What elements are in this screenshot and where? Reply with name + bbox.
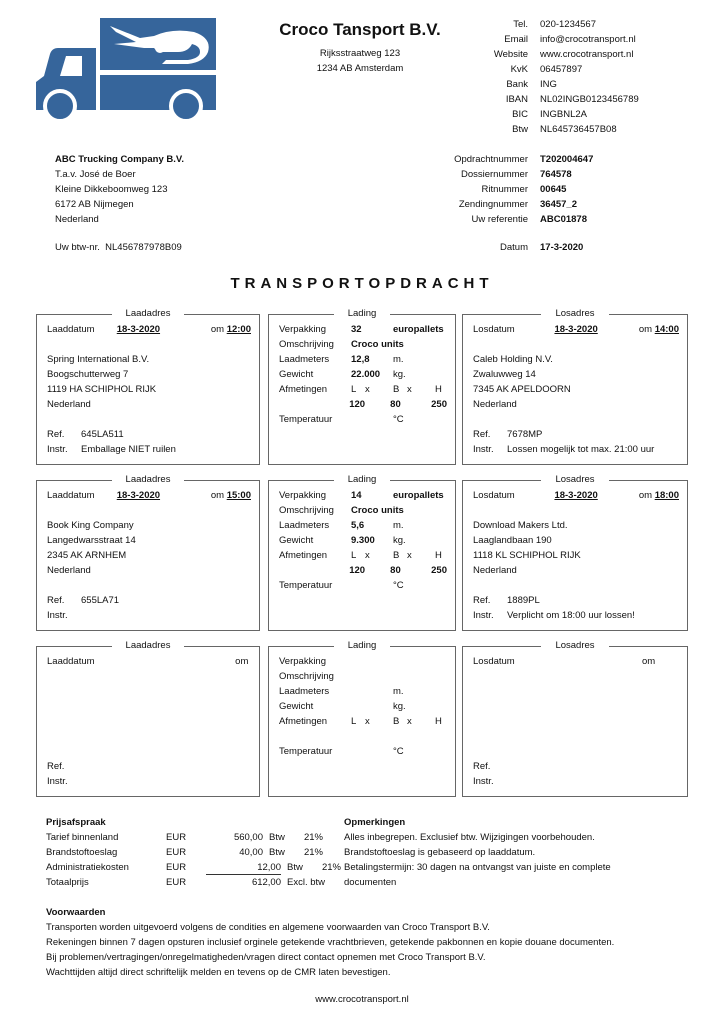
ref-label: Ref. — [473, 429, 491, 440]
price-amount: 560,00 — [233, 832, 263, 843]
remark-line: documenten — [344, 877, 397, 888]
condition-line: Rekeningen binnen 7 dagen opsturen inclusief orginele getekende vrachtbrieven, getekende pakbonnen en kopie douane documenten. — [46, 937, 615, 948]
cargo-box — [268, 474, 456, 631]
dim-h-label: H — [435, 384, 442, 395]
ref-label: Ref. — [47, 429, 65, 440]
instr-label: Instr. — [473, 776, 494, 787]
cargo-description: Croco units — [351, 339, 404, 350]
company-address-line1: Rijksstraatweg 123 — [319, 48, 401, 59]
dim-x: x — [407, 716, 412, 727]
contact-row-iban — [470, 92, 639, 107]
ref-value: 00645 — [540, 184, 567, 195]
contact-value: 020-1234567 — [540, 19, 596, 30]
unload-city: 7345 AK APELDOORN — [473, 384, 571, 395]
ref-row-ritnummer — [430, 182, 593, 197]
box-legend: Lading — [334, 474, 391, 485]
unload-city — [473, 714, 679, 729]
weight-label: Gewicht — [279, 701, 314, 712]
time-label: om — [210, 324, 225, 335]
unit-m: m. — [393, 520, 404, 531]
pricing-section — [46, 815, 341, 890]
load-street — [47, 699, 251, 714]
company-logo-truck-icon — [36, 18, 216, 120]
description-label: Omschrijving — [279, 671, 334, 682]
price-label: Brandstoftoeslag — [46, 847, 118, 858]
ref-value: T202004647 — [540, 154, 594, 165]
load-date-label: Laaddatum — [47, 324, 95, 335]
recipient-address — [55, 152, 184, 227]
load-date-label: Laaddatum — [47, 490, 95, 501]
contact-row-website — [470, 47, 639, 62]
loading-meters-label: Laadmeters — [279, 686, 330, 697]
contact-row-email — [470, 32, 639, 47]
remark-line: Brandstoftoeslag is gebaseerd op laaddatum. — [344, 847, 536, 858]
unload-country: Nederland — [473, 399, 517, 410]
date-value: 17-3-2020 — [540, 242, 584, 253]
ref-row-opdrachtnummer — [430, 152, 593, 167]
vat-label: Uw btw-nr. — [55, 242, 100, 253]
packaging-type: europallets — [393, 490, 444, 501]
unload-name: Download Makers Ltd. — [473, 520, 568, 531]
unload-date: 18-3-2020 — [554, 490, 598, 501]
packaging-qty: 14 — [351, 490, 362, 501]
recipient-name: ABC Trucking Company B.V. — [55, 154, 184, 165]
load-country — [47, 729, 251, 744]
unit-celsius: °C — [393, 746, 404, 757]
price-currency: EUR — [166, 847, 187, 858]
unload-country: Nederland — [473, 565, 517, 576]
contact-label: Bank — [506, 79, 528, 90]
ref-value: ABC01878 — [540, 214, 587, 225]
packaging-type: europallets — [393, 324, 444, 335]
remarks-section — [344, 815, 674, 890]
loading-meters-label: Laadmeters — [279, 520, 330, 531]
packaging-qty: 32 — [351, 324, 362, 335]
dim-l-label: L — [351, 550, 357, 561]
box-legend: Laadadres — [112, 474, 185, 485]
ref-value: 764578 — [540, 169, 572, 180]
company-address — [260, 46, 460, 76]
ref-label: Ref. — [473, 595, 491, 606]
time-label: om — [235, 656, 249, 667]
packaging-label: Verpakking — [279, 656, 327, 667]
dim-h-label: H — [435, 716, 442, 727]
total-note: Excl. btw — [287, 877, 326, 888]
dim-l-label: L — [351, 716, 357, 727]
dim-length: 120 — [349, 565, 366, 576]
price-amount: 40,00 — [239, 847, 263, 858]
document-title: TRANSPORTOPDRACHT — [230, 275, 494, 292]
ref-label: Opdrachtnummer — [454, 154, 528, 165]
temperature-label: Temperatuur — [279, 580, 333, 591]
weight-label: Gewicht — [279, 535, 314, 546]
contact-value: NL645736457B08 — [540, 124, 617, 135]
instr-label: Instr. — [47, 610, 68, 621]
contact-label: Email — [504, 34, 528, 45]
load-city: 1119 HA SCHIPHOL RIJK — [47, 384, 157, 395]
dimensions-label: Afmetingen — [279, 716, 328, 727]
packaging-label: Verpakking — [279, 490, 327, 501]
company-address-line2: 1234 AB Amsterdam — [316, 63, 404, 74]
ref-label: Ref. — [47, 761, 65, 772]
dim-width: 80 — [390, 399, 401, 410]
load-address-box — [36, 308, 260, 465]
box-legend: Lading — [334, 308, 391, 319]
temperature-label: Temperatuur — [279, 414, 333, 425]
box-legend: Lading — [334, 640, 391, 651]
box-legend: Losadres — [541, 640, 608, 651]
condition-line: Bij problemen/vertragingen/onregelmatigheden/vragen direct contact opnemen met Croco Transport B.V. — [46, 952, 486, 963]
load-time: 12:00 — [226, 324, 251, 335]
unload-country — [473, 729, 679, 744]
loading-meters — [351, 684, 393, 699]
contact-value: NL02INGB0123456789 — [540, 94, 639, 105]
time-label: om — [642, 656, 656, 667]
ref-label: Uw referentie — [471, 214, 528, 225]
recipient-vat — [55, 242, 182, 253]
box-legend: Losadres — [541, 474, 608, 485]
price-currency: EUR — [166, 862, 187, 873]
load-date: 18-3-2020 — [116, 490, 161, 501]
total-amount: 612,00 — [251, 877, 281, 888]
time-label: om — [210, 490, 225, 501]
contact-row-bic — [470, 107, 639, 122]
unit-kg: kg. — [393, 369, 406, 380]
unload-time: 14:00 — [654, 324, 679, 335]
load-name — [47, 684, 251, 699]
load-time: 15:00 — [226, 490, 251, 501]
time-label: om — [638, 324, 653, 335]
dim-x: x — [365, 384, 370, 395]
unload-date: 18-3-2020 — [554, 324, 598, 335]
contact-value: ING — [540, 79, 557, 90]
instr-label: Instr. — [473, 444, 494, 455]
load-city — [47, 714, 251, 729]
load-address-box — [36, 474, 260, 631]
contact-row-btw — [470, 122, 639, 137]
dim-x: x — [407, 550, 412, 561]
ref-label: Ritnummer — [481, 184, 528, 195]
total-label: Totaalprijs — [46, 877, 89, 888]
dim-b-label: B — [393, 550, 400, 561]
document-date — [430, 242, 583, 253]
company-name: Croco Tansport B.V. — [279, 20, 441, 39]
unit-m: m. — [393, 686, 404, 697]
condition-line: Wachttijden altijd direct schriftelijk melden en tevens op de CMR laten bevestigen. — [46, 967, 391, 978]
dim-b-label: B — [393, 384, 400, 395]
description-label: Omschrijving — [279, 505, 334, 516]
load-instr: Emballage NIET ruilen — [81, 444, 176, 455]
unit-kg: kg. — [393, 535, 406, 546]
cargo-box — [268, 308, 456, 465]
box-legend: Laadadres — [112, 308, 185, 319]
unit-celsius: °C — [393, 580, 404, 591]
dim-width: 80 — [390, 565, 401, 576]
ref-value: 36457_2 — [540, 199, 577, 210]
unit-celsius: °C — [393, 414, 404, 425]
dim-height: 250 — [431, 565, 447, 576]
packaging-label: Verpakking — [279, 324, 327, 335]
contact-label: Tel. — [513, 19, 528, 30]
price-tax: 21% — [303, 832, 323, 843]
unload-date-label: Losdatum — [473, 490, 515, 501]
unload-ref: 7678MP — [507, 429, 543, 440]
contact-row-bank — [470, 77, 639, 92]
unload-ref: 1889PL — [507, 595, 540, 606]
contact-email-link[interactable]: info@crocotransport.nl — [540, 34, 636, 45]
price-tax: 21% — [303, 847, 323, 858]
unload-name: Caleb Holding N.V. — [473, 354, 553, 365]
unload-time: 18:00 — [654, 490, 679, 501]
load-date-label: Laaddatum — [47, 656, 95, 667]
contact-row-kvk — [470, 62, 639, 77]
dim-x: x — [407, 384, 412, 395]
contact-label: Website — [493, 49, 528, 60]
unload-instr: Verplicht om 18:00 uur lossen! — [507, 610, 635, 621]
ref-label: Ref. — [47, 595, 65, 606]
weight: 22.000 — [351, 369, 381, 380]
box-legend: Losadres — [541, 308, 608, 319]
time-label: om — [638, 490, 653, 501]
ref-label: Ref. — [473, 761, 491, 772]
unload-address-box — [462, 474, 688, 631]
unload-address-box — [462, 640, 688, 797]
contact-value: 06457897 — [540, 64, 583, 75]
unload-date-label: Losdatum — [473, 656, 515, 667]
conditions-title: Voorwaarden — [46, 907, 106, 918]
cargo-description: Croco units — [351, 505, 404, 516]
ref-label: Zendingnummer — [458, 199, 528, 210]
price-tax-label: Btw — [269, 832, 285, 843]
dim-height: 250 — [431, 399, 447, 410]
unload-name — [473, 684, 679, 699]
total-currency: EUR — [166, 877, 187, 888]
contact-details — [470, 17, 639, 137]
ref-label: Dossiernummer — [460, 169, 528, 180]
contact-value: INGBNL2A — [540, 109, 587, 120]
instr-label: Instr. — [47, 776, 68, 787]
loading-meters: 5,6 — [351, 520, 365, 531]
contact-label: IBAN — [505, 94, 528, 105]
description-label: Omschrijving — [279, 339, 334, 350]
packaging-qty — [351, 654, 393, 669]
temperature-label: Temperatuur — [279, 746, 333, 757]
dim-x: x — [365, 716, 370, 727]
load-name: Book King Company — [47, 520, 134, 531]
contact-row-tel — [470, 17, 639, 32]
load-city: 2345 AK ARNHEM — [47, 550, 127, 561]
unload-street — [473, 699, 679, 714]
recipient-city: 6172 AB Nijmegen — [55, 199, 134, 210]
unload-street: Zwaluwweg 14 — [473, 369, 536, 380]
recipient-attention: T.a.v. José de Boer — [55, 169, 136, 180]
price-currency: EUR — [166, 832, 187, 843]
load-ref: 645LA511 — [81, 429, 124, 440]
order-references — [430, 152, 593, 227]
price-tax-label: Btw — [269, 847, 285, 858]
cargo-box — [268, 640, 456, 797]
vat-value: NL456787978B09 — [105, 242, 182, 253]
unit-m: m. — [393, 354, 404, 365]
loading-meters: 12,8 — [351, 354, 370, 365]
dim-l-label: L — [351, 384, 357, 395]
load-date: 18-3-2020 — [116, 324, 161, 335]
unload-city: 1118 KL SCHIPHOL RIJK — [473, 550, 581, 561]
price-row — [46, 860, 341, 875]
date-label: Datum — [500, 242, 528, 253]
dim-width — [393, 729, 435, 744]
price-amount: 12,00 — [206, 860, 281, 875]
dimensions-label: Afmetingen — [279, 550, 328, 561]
load-street: Langedwarsstraat 14 — [47, 535, 136, 546]
loading-meters-label: Laadmeters — [279, 354, 330, 365]
ref-row-dossiernummer — [430, 167, 593, 182]
price-row — [46, 845, 341, 860]
load-street: Boogschutterweg 7 — [47, 369, 129, 380]
box-legend: Laadadres — [112, 640, 185, 651]
load-address-box — [36, 640, 260, 797]
dim-length — [351, 729, 393, 744]
recipient-country: Nederland — [55, 214, 99, 225]
load-name: Spring International B.V. — [47, 354, 150, 365]
load-date — [127, 654, 235, 669]
pricing-title: Prijsafspraak — [46, 817, 106, 828]
unload-street: Laaglandbaan 190 — [473, 535, 552, 546]
contact-label: Btw — [512, 124, 528, 135]
ref-row-zendingnummer — [430, 197, 593, 212]
load-country: Nederland — [47, 565, 91, 576]
ref-row-uw-referentie — [430, 212, 593, 227]
dim-length: 120 — [349, 399, 366, 410]
contact-label: KvK — [510, 64, 528, 75]
price-label: Administratiekosten — [46, 862, 129, 873]
dim-x: x — [365, 550, 370, 561]
price-tax: 21% — [321, 862, 341, 873]
load-country: Nederland — [47, 399, 91, 410]
recipient-street: Kleine Dikkeboomweg 123 — [55, 184, 168, 195]
unload-instr: Lossen mogelijk tot max. 21:00 uur — [507, 444, 655, 455]
footer-website-link[interactable]: www.crocotransport.nl — [315, 994, 409, 1005]
weight: 9.300 — [351, 535, 375, 546]
unit-kg: kg. — [393, 701, 406, 712]
contact-website-link[interactable]: www.crocotransport.nl — [540, 49, 634, 60]
instr-label: Instr. — [473, 610, 494, 621]
price-tax-label: Btw — [287, 862, 303, 873]
remarks-title: Opmerkingen — [344, 817, 406, 828]
weight — [351, 699, 393, 714]
weight-label: Gewicht — [279, 369, 314, 380]
unload-date — [556, 654, 642, 669]
dim-b-label: B — [393, 716, 400, 727]
unload-date-label: Losdatum — [473, 324, 515, 335]
condition-line: Transporten worden uitgevoerd volgens de condities en algemene voorwaarden van Croco Transport B.V. — [46, 922, 490, 933]
instr-label: Instr. — [47, 444, 68, 455]
price-label: Tarief binnenland — [46, 832, 119, 843]
dim-h-label: H — [435, 550, 442, 561]
contact-label: BIC — [512, 109, 528, 120]
load-ref: 655LA71 — [81, 595, 120, 606]
unload-address-box — [462, 308, 688, 465]
conditions-section — [46, 905, 614, 980]
dimensions-label: Afmetingen — [279, 384, 328, 395]
remark-line: Alles inbegrepen. Exclusief btw. Wijzigingen voorbehouden. — [344, 832, 595, 843]
remark-line: Betalingstermijn: 30 dagen na ontvangst van juiste en complete — [344, 862, 611, 873]
price-total-row — [46, 875, 341, 890]
price-row — [46, 830, 341, 845]
